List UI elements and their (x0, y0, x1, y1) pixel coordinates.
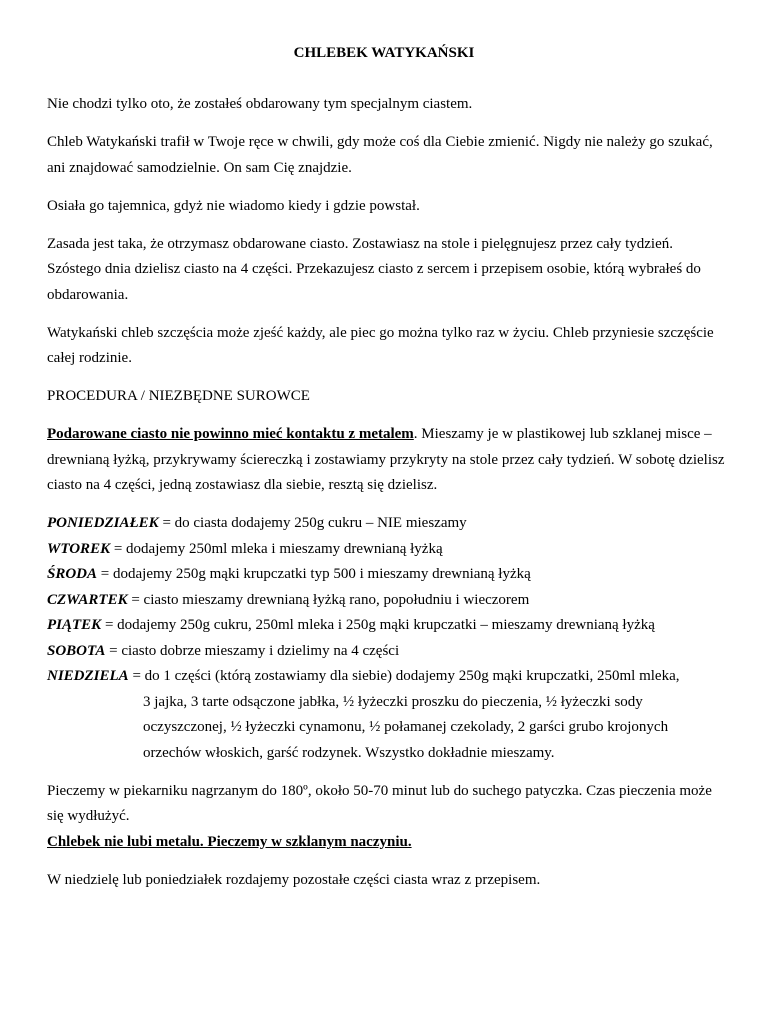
day-name: PIĄTEK (47, 617, 102, 633)
warning-line: Chlebek nie lubi metalu. Pieczemy w szklanym naczyniu. (47, 833, 412, 850)
procedure-bold-lead: Podarowane ciasto nie powinno mieć kontaktu z metalem (47, 426, 414, 442)
day-entry (47, 537, 727, 563)
day-continuation: 3 jajka, 3 tarte odsączone jabłka, ½ łyżeczki proszku do pieczenia, ½ łyżeczki sody (143, 693, 643, 710)
day-entry (47, 511, 727, 537)
procedure-heading: PROCEDURA / NIEZBĘDNE SUROWCE (47, 388, 310, 404)
day-instruction: = dodajemy 250g mąki krupczatki typ 500 i mieszamy drewnianą łyżką (97, 566, 531, 582)
day-instruction: = ciasto dobrze mieszamy i dzielimy na 4 części (105, 642, 400, 659)
closing-paragraph: W niedzielę lub poniedziałek rozdajemy pozostałe części ciasta wraz z przepisem. (47, 871, 541, 888)
page-title: CHLEBEK WATYKAŃSKI (293, 45, 475, 61)
day-name: SOBOTA (47, 642, 106, 659)
document-body (47, 92, 727, 906)
day-entry (47, 588, 727, 614)
weekday-schedule (47, 511, 727, 766)
day-entry (47, 613, 727, 639)
intro-paragraph: Nie chodzi tylko oto, że zostałeś obdarowany tym specjalnym ciastem. (47, 96, 473, 112)
day-instruction: = dodajemy 250ml mleka i mieszamy drewnianą łyżką (110, 540, 443, 557)
intro-paragraph: Chleb Watykański trafił w Twoje ręce w chwili, gdy może coś dla Ciebie zmienić. Nigdy nie należy go szukać, ani znajdować samodzielnie. On sam Cię znajdzie. (47, 134, 713, 176)
day-entry (47, 562, 727, 588)
day-name: WTOREK (47, 540, 111, 557)
intro-paragraph: Watykański chleb szczęścia może zjeść każdy, ale piec go można tylko raz w życiu. Chleb przyniesie szczęście całej rodzinie. (47, 324, 714, 366)
procedure-paragraph (47, 422, 727, 499)
intro-paragraph: Osiała go tajemnica, gdyż nie wiadomo kiedy i gdzie powstał. (47, 197, 420, 214)
day-continuation: orzechów włoskich, garść rodzynek. Wszystko dokładnie mieszamy. (143, 744, 555, 761)
day-continuation: oczyszczonej, ½ łyżeczki cynamonu, ½ połamanej czekolady, 2 garści grubo krojonych (143, 719, 669, 735)
day-name: PONIEDZIAŁEK (47, 515, 159, 531)
intro-paragraph: Zasada jest taka, że otrzymasz obdarowane ciasto. Zostawiasz na stole i pielęgnujesz przez cały tydzień. Szóstego dnia dzielisz ciasto na 4 części. Przekazujesz ciasto z sercem i przepisem osobie, którą wybrałeś do obdarowania. (47, 235, 701, 303)
procedure-text: . Mieszamy je w plastikowej lub szklanej misce – drewnianą łyżką, przykrywamy ściereczką i zostawiamy przykryty na stole przez cały tydzień. W sobotę dzielisz ciasto na 4 części, jedną zostawiasz dla siebie, resztą się dzielisz. (47, 426, 725, 493)
day-instruction: = do ciasta dodajemy 250g cukru – NIE mieszamy (158, 515, 467, 531)
day-entry (47, 664, 727, 690)
baking-paragraph: Pieczemy w piekarniku nagrzanym do 180º, około 50-70 minut lub do suchego patyczka. Czas pieczenia może się wydłużyć. (47, 782, 712, 824)
day-name: NIEDZIELA (47, 668, 129, 684)
day-instruction: = ciasto mieszamy drewnianą łyżką rano, popołudniu i wieczorem (127, 591, 530, 608)
day-name: ŚRODA (47, 566, 98, 582)
day-instruction: = do 1 części (którą zostawiamy dla siebie) dodajemy 250g mąki krupczatki, 250ml mleka, (128, 668, 680, 684)
day-instruction: = dodajemy 250g cukru, 250ml mleka i 250g mąki krupczatki – mieszamy drewnianą łyżką (101, 617, 655, 633)
day-entry (47, 639, 727, 665)
day-name: CZWARTEK (47, 591, 128, 608)
